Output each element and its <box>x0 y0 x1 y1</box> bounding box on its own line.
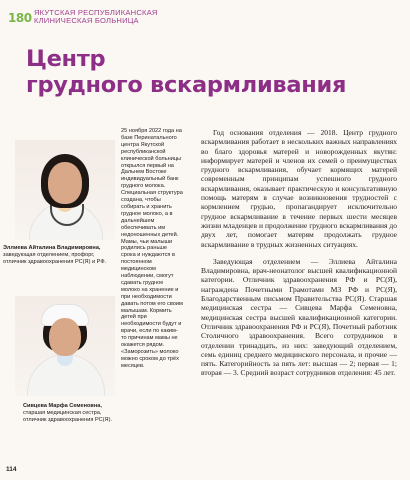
main-article-text <box>201 128 397 378</box>
caption-name: Эллиева Айталина Владимировна, <box>3 245 101 251</box>
title-line-2: грудного вскармливания <box>26 72 347 98</box>
photo-head-of-department <box>15 140 115 240</box>
photo-caption-head <box>3 245 113 265</box>
caption-role: старшая медицинская сестра, отличник здравоохранения РС(Я). <box>23 409 112 423</box>
page-header <box>8 7 158 27</box>
photo-head-nurse <box>15 296 115 396</box>
logo-number: 180 <box>8 11 32 25</box>
caption-name: Сивцева Марфа Семеновна, <box>23 403 102 409</box>
organization-name <box>34 9 158 26</box>
article-paragraph: Заведующая отделением — Эллиева Айталина Владимировна, врач-неонатолог высшей квалификационной категории. Отличник здравоохранения РФ и РС(Я), награждена Почетными Грамотами МЗ РФ и РС(Я), Благодарственным письмом Правительства РС(Я). Старшая медицинская сестра — Сивцева Марфа Семеновна, медицинская сестра высшей квалификационной категории. Отличник здравоохранения РФ и РС(Я), Почетный работник Столичного здравоохранения. Всего сотрудников в отделении тринадцать, из них: заведующий отделением, семь единиц среднего медицинского персонала, и прочие — пять. Категорийность за пять лет: высшая — 2; первая — 1; вторая — 3. Средний возраст сотрудников отделения: 45 лет. <box>201 256 397 378</box>
organization-line-2: КЛИНИЧЕСКАЯ БОЛЬНИЦА <box>34 16 139 25</box>
page-number: 114 <box>6 466 17 473</box>
article-paragraph: Год основания отделения — 2018. Центр грудного вскармливания работает в нескольких важных направлениях во благо здоровья матерей и новорожденных якутян: информирует матерей и членов их семей о преимуществах грудного вскармливания, обучает кормящих матерей современным принципам успешного грудного вскармливания, оказывает практическую и консультативную помощь матерям в случае возникновения трудностей с кормлением грудью, пропагандирует исключительно грудное вскармливание в течение первых шести месяцев жизни младенцев и продолжение грудного вскармливания до двух лет, помогает матерям продолжать грудное вскармливание в трудных жизненных ситуациях. <box>201 128 397 249</box>
caption-role: заведующая отделением, профорг, отличник здравоохранения РС(Я) и РФ. <box>3 251 107 265</box>
sidebar-column-text: 25 ноября 2022 года на базе Перинатального центра Якутской республиканской клинической больницы открылся первый на Дальнем Востоке индивидуальный банк грудного молока. Специальная структура создана, чтобы собирать и хранить грудное молоко, а в дальнейшем обеспечивать им недоношенных детей. Мамы, чьи малыши родились раньше срока и нуждаются в постоянном медицинском наблюдении, смогут сдавать грудное молоко на хранение и при необходимости давать потом его своим малышам. Кормить детей при необходимости будут и врачи, если по каким-то причинам мамы не окажется рядом. «Заморозить» молоко можно сроком до трёх месяцев. <box>121 128 183 369</box>
page-title <box>26 46 346 98</box>
photo-caption-nurse <box>23 403 123 423</box>
hospital-logo <box>8 9 32 25</box>
title-line-1: Центр <box>26 46 106 72</box>
organization-line-1: ЯКУТСКАЯ РЕСПУБЛИКАНСКАЯ <box>34 7 158 17</box>
